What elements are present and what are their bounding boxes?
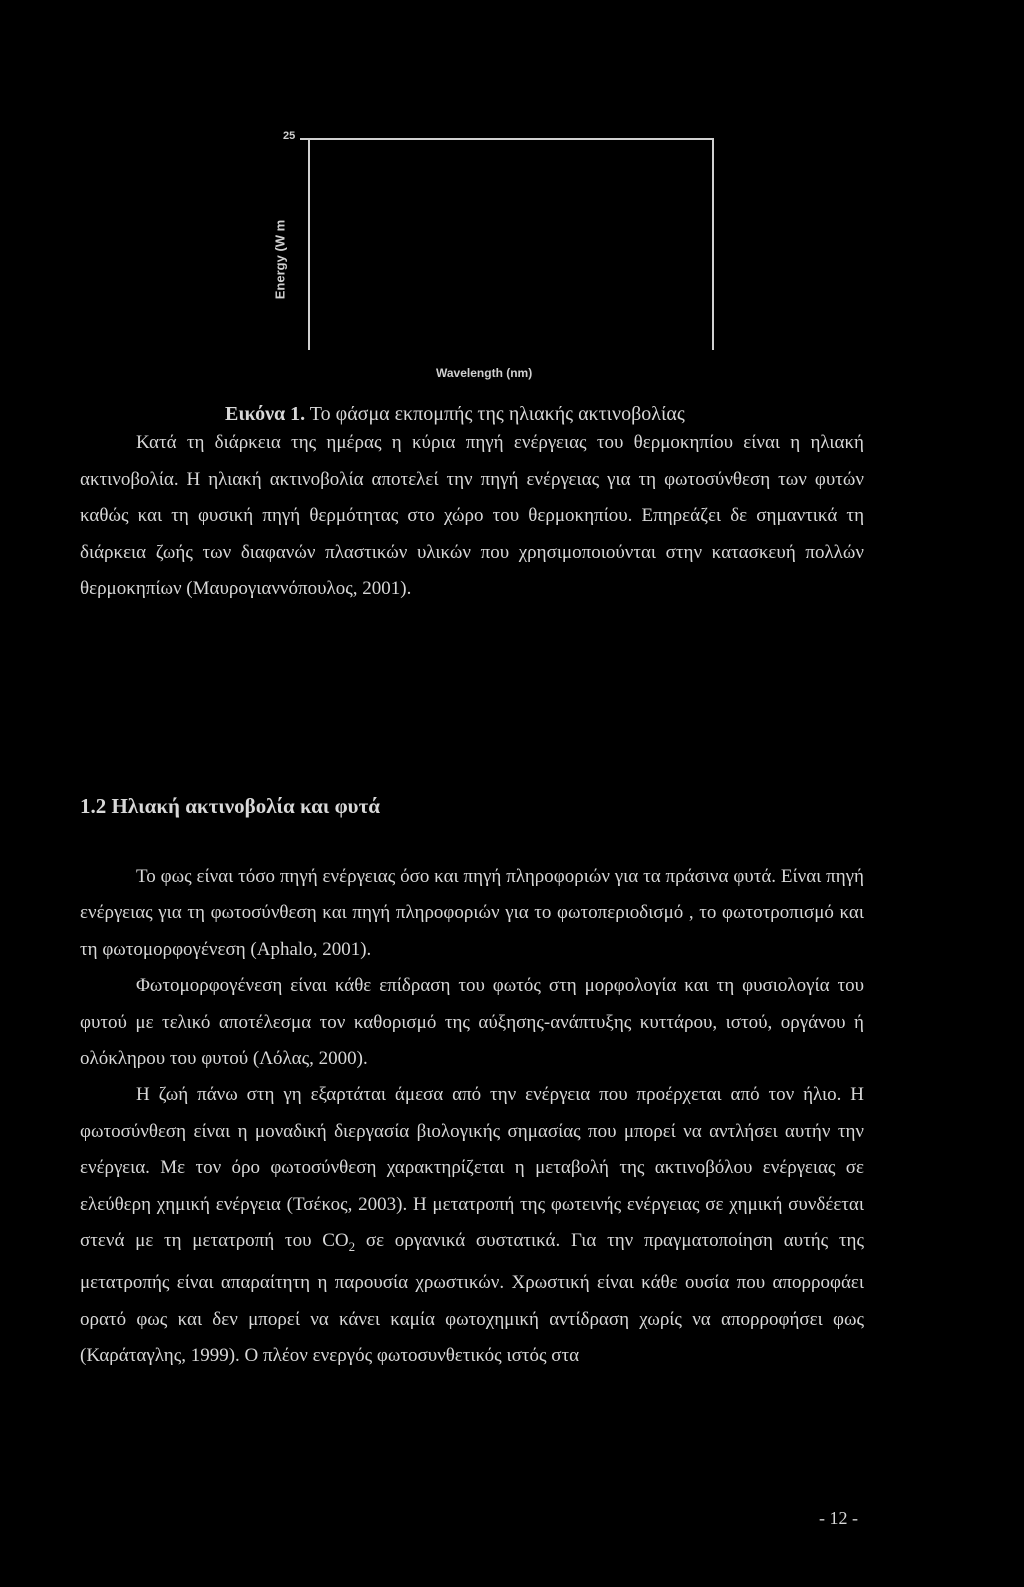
paragraph-photosynthesis [80, 1077, 864, 1374]
paragraph-light-energy: Το φως είναι τόσο πηγή ενέργειας όσο και πηγή πληροφοριών για τα πράσινα φυτά. Είναι πηγή ενέργειας για τη φωτοσύνθεση και πηγή πληροφοριών για το φωτοπεριοδισμό , το φωτοτροπισμό και τη φωτομορφογένεση (Aphalo, 2001). [80, 866, 864, 960]
figure-caption-text: Το φάσμα εκπομπής της ηλιακής ακτινοβολίας [305, 403, 685, 425]
section-heading: 1.2 Ηλιακή ακτινοβολία και φυτά [80, 794, 380, 818]
figure-x-axis-label: Wavelength (nm) [436, 366, 533, 380]
paragraph-photosynthesis-part1: Η ζωή πάνω στη γη εξαρτάται άμεσα από την ενέργεια που προέρχεται από τον ήλιο. Η φωτοσύνθεση είναι η μοναδική διεργασία βιολογικής σημασίας που μπορεί να αντλήσει αυτήν την ενέργεια. Με τον όρο φωτοσύνθεση χαρακτηρίζεται η μεταβολή της ακτινοβόλου ενέργειας σε ελεύθερη χημική ενέργεια (Τσέκος, 2003). Η μετατροπή της φωτεινής ενέργειας σε χημική συνδέεται στενά με τη μετατροπή του [80, 1084, 864, 1252]
intro-text-block [80, 425, 864, 608]
figure-caption-prefix: Εικόνα 1. [225, 403, 306, 425]
section-text-block [80, 859, 864, 1374]
co2-formula [322, 1230, 356, 1254]
solar-spectrum-figure [0, 0, 1024, 400]
co2-subscript: 2 [348, 1238, 356, 1254]
figure-frame [308, 138, 714, 350]
paragraph-photosynthesis-part2: σε οργανικά συστατικά. Για την πραγματοποίηση αυτής της μετατροπής είναι απαραίτητη η παρουσία χρωστικών. Χρωστική είναι κάθε ουσία που απορροφάει ορατό φως και δεν μπορεί να κάνει καμία φωτοχημική αντίδραση χωρίς να απορροφήσει φως (Καράταγλης, 1999). Ο πλέον ενεργός φωτοσυνθετικός ιστός στα [80, 1230, 864, 1367]
figure-y-tick-label: 25 [283, 130, 296, 142]
figure-caption [225, 403, 685, 426]
paragraph-solar-radiation: Κατά τη διάρκεια της ημέρας η κύρια πηγή ενέργειας του θερμοκηπίου είναι η ηλιακή ακτινοβολία. Η ηλιακή ακτινοβολία αποτελεί την πηγή ενέργειας για τη φωτοσύνθεση των φυτών καθώς και τη φυσική πηγή θερμότητας στο χώρο του θερμοκηπίου. Επηρεάζει δε σημαντικά τη διάρκεια ζωής των διαφανών πλαστικών υλικών που χρησιμοποιούνται στην κατασκευή πολλών θερμοκηπίων (Μαυρογιαννόπουλος, 2001). [80, 432, 864, 600]
figure-y-axis-label: Energy (W m [272, 219, 288, 300]
paragraph-photomorphogenesis: Φωτομορφογένεση είναι κάθε επίδραση του φωτός στη μορφολογία και τη φυσιολογία του φυτού με τελικό αποτέλεσμα τον καθορισμό της αύξησης-ανάπτυξης κυττάρου, ιστού, οργάνου ή ολόκληρου του φυτού (Λόλας, 2000). [80, 975, 864, 1070]
co2-main: CO [322, 1230, 349, 1252]
page-number: - 12 - [819, 1508, 858, 1528]
